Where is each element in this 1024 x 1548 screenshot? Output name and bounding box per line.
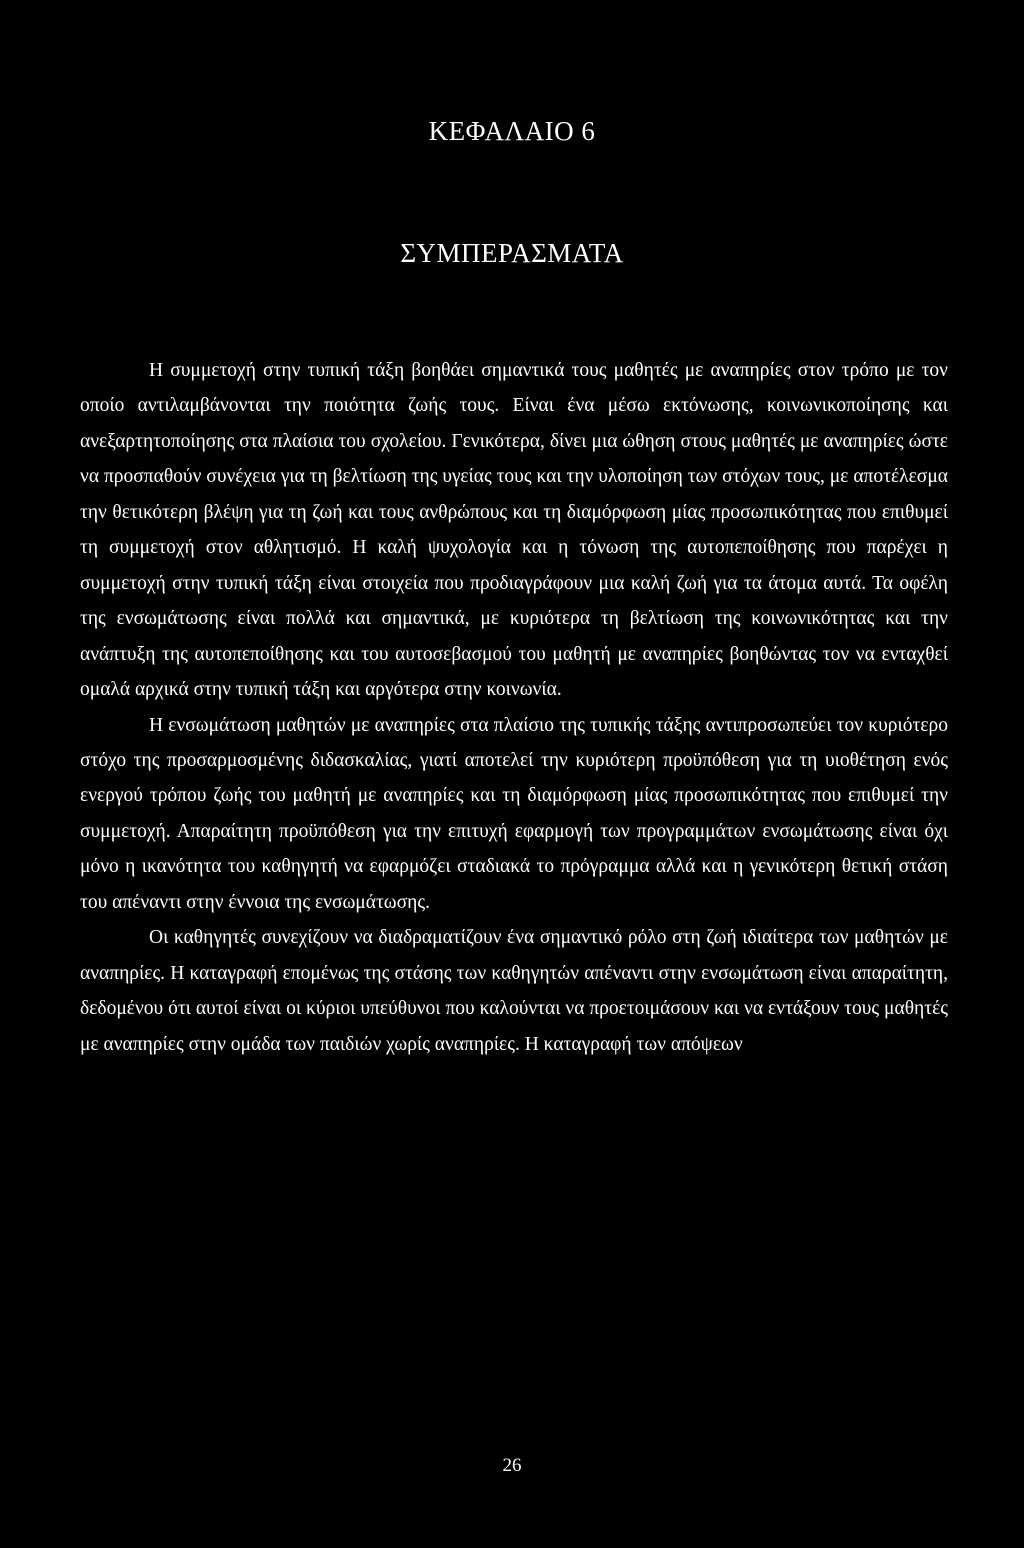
page-number: 26 bbox=[502, 1455, 522, 1476]
paragraph-1: Η συμμετοχή στην τυπική τάξη βοηθάει σημαντικά τους μαθητές με αναπηρίες στον τρόπο με τον οποίο αντιλαμβάνονται την ποιότητα ζωής τους. Είναι ένα μέσω εκτόνωσης, κοινωνικοποίησης και ανεξαρτητοποίησης στα πλαίσια του σχολείου. Γενικότερα, δίνει μια ώθηση στους μαθητές με αναπηρίες ώστε να προσπαθούν συνέχεια για τη βελτίωση της υγείας τους και την υλοποίηση των στόχων τους, με αποτέλεσμα την θετικότερη βλέψη για τη ζωή και τους ανθρώπους και τη διαμόρφωση μίας προσωπικότητας που επιθυμεί τη συμμετοχή στον αθλητισμό. Η καλή ψυχολογία και η τόνωση της αυτοπεποίθησης που παρέχει η συμμετοχή στην τυπική τάξη είναι στοιχεία που προδιαγράφουν μια καλή ζωή για τα άτομα αυτά. Τα οφέλη της ενσωμάτωσης είναι πολλά και σημαντικά, με κυριότερα τη βελτίωση της κοινωνικότητας και την ανάπτυξη της αυτοπεποίθησης και του αυτοσεβασμού του μαθητή με αναπηρίες βοηθώντας τον να ενταχθεί ομαλά αρχικά στην τυπική τάξη και αργότερα στην κοινωνία. bbox=[80, 360, 948, 701]
chapter-title: ΣΥΜΠΕΡΑΣΜΑΤΑ bbox=[400, 238, 624, 268]
paragraph-2: Η ενσωμάτωση μαθητών με αναπηρίες στα πλαίσιο της τυπικής τάξης αντιπροσωπεύει τον κυριότερο στόχο της προσαρμοσμένης διδασκαλίας, γιατί αποτελεί την κυριότερη προϋπόθεση για τη υιοθέτηση ενός ενεργού τρόπου ζωής του μαθητή με αναπηρίες και τη διαμόρφωση μίας προσωπικότητας που επιθυμεί την συμμετοχή. Απαραίτητη προϋπόθεση για την επιτυχή εφαρμογή των προγραμμάτων ενσωμάτωσης είναι όχι μόνο η ικανότητα του καθηγητή να εφαρμόζει σταδιακά το πρόγραμμα αλλά και η γενικότερη θετική στάση του απέναντι στην έννοια της ενσωμάτωσης. bbox=[80, 714, 948, 913]
body-text bbox=[80, 353, 948, 1062]
chapter-label: ΚΕΦΑΛΑΙΟ 6 bbox=[428, 116, 596, 146]
paragraph-3: Οι καθηγητές συνεχίζουν να διαδραματίζουν ένα σημαντικό ρόλο στη ζωή ιδιαίτερα των μαθητών με αναπηρίες. Η καταγραφή επομένως της στάσης των καθηγητών απέναντι στην ενσωμάτωση είναι απαραίτητη, δεδομένου ότι αυτοί είναι οι κύριοι υπεύθυνοι που καλούνται να προετοιμάσουν και να εντάξουν τους μαθητές με αναπηρίες στην ομάδα των παιδιών χωρίς αναπηρίες. Η καταγραφή των απόψεων bbox=[80, 927, 948, 1055]
